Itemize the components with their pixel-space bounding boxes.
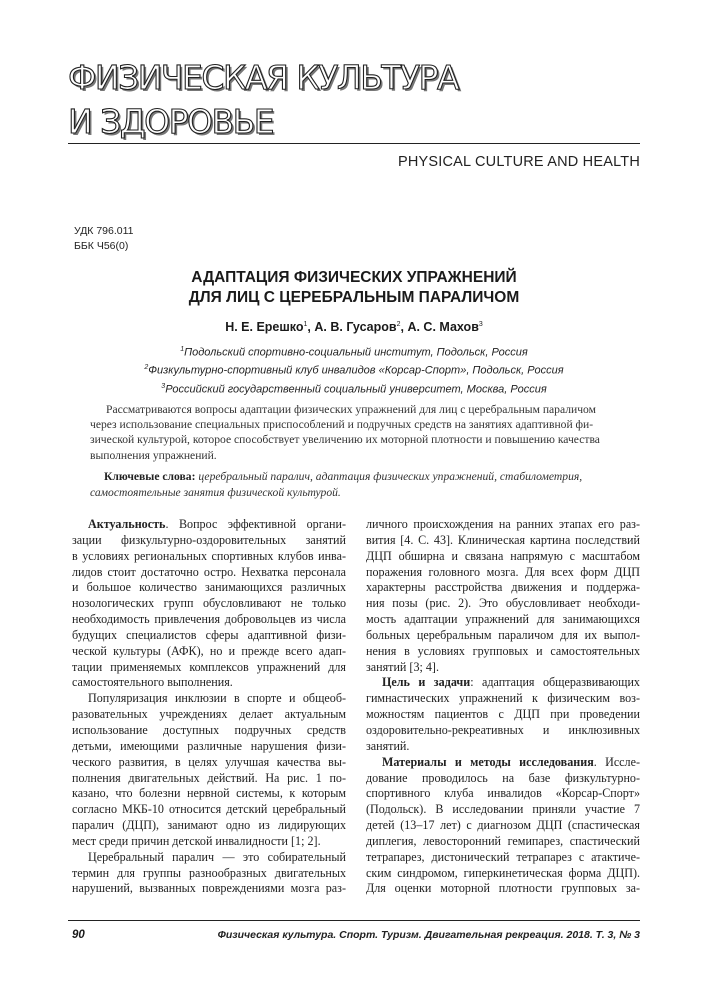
journal-title bbox=[68, 56, 668, 144]
author-affiliation-mark: 1 bbox=[303, 320, 308, 328]
body-text: . Иссле- bbox=[593, 754, 640, 769]
body-text-line bbox=[366, 755, 640, 771]
classification-codes bbox=[74, 224, 134, 254]
affiliation-text: Подольский спортивно-социальный институт, Подольск, Россия bbox=[184, 346, 528, 359]
body-text-line: Церебральный паралич — это собирательный bbox=[88, 849, 346, 864]
body-text-line: термин для группы разнообразных двигательных bbox=[72, 865, 346, 880]
article-title-line-1: АДАПТАЦИЯ ФИЗИЧЕСКИХ УПРАЖНЕНИЙ bbox=[191, 269, 517, 286]
footer-rule bbox=[68, 920, 640, 921]
body-text-line: детьми, имеющими различные нарушения физи- bbox=[72, 738, 346, 753]
body-text-line: тетрапарез, дистонический тетрапарез с атактиче- bbox=[366, 849, 640, 864]
abstract-line: выполнения упражнений. bbox=[90, 448, 217, 462]
body-text-line bbox=[72, 517, 346, 533]
body-text-line: необходимость привлечения добровольцев из числа bbox=[72, 612, 346, 627]
keywords bbox=[90, 469, 630, 501]
body-text-line: гимнастических упражнений к физическим воз- bbox=[366, 691, 640, 706]
abstract bbox=[90, 402, 628, 463]
body-column-left bbox=[72, 517, 346, 897]
body-text-line: занятий. bbox=[366, 738, 410, 753]
journal-title-line-1: ФИЗИЧЕСКАЯ КУЛЬТУРА bbox=[68, 58, 459, 97]
abstract-line: зической культурой, которое способствует увеличению их моторной плотности и повышению качества bbox=[90, 433, 600, 447]
article-title-line-2: ДЛЯ ЛИЦ С ЦЕРЕБРАЛЬНЫМ ПАРАЛИЧОМ bbox=[188, 289, 520, 306]
body-text-line: и большое количество занимающихся различных bbox=[72, 580, 346, 595]
body-text-line: мость адаптации упражнений для занимающихся bbox=[366, 612, 640, 627]
udk-code: УДК 796.011 bbox=[74, 225, 134, 237]
body-text-line: детей (13–17 лет) с диагнозом ДЦП (спастическая bbox=[366, 818, 640, 833]
body-text-line: нения в условиях групповых и самостоятельных bbox=[366, 643, 640, 658]
author-affiliation-mark: 3 bbox=[478, 320, 483, 328]
body-text-line: полнения двигательных действий. На рис. 1 по- bbox=[72, 770, 346, 785]
body-text-line: мест среди причин детской инвалидности [1; 2]. bbox=[72, 833, 321, 848]
body-text-line: тации применяемых комплексов упражнений для bbox=[72, 659, 346, 674]
body-text: . Вопрос эффективной органи- bbox=[165, 517, 346, 531]
body-text-line: ния позы (рис. 2). Это обусловливает необходи- bbox=[366, 596, 640, 611]
author-separator: , bbox=[400, 320, 408, 334]
author-name: А. В. Гусаров bbox=[314, 320, 397, 334]
affiliation bbox=[68, 346, 640, 359]
keywords-text: церебральный паралич, адаптация физических упражнений, стабилометрия, bbox=[195, 470, 583, 483]
author-list bbox=[68, 320, 640, 334]
body-text-line: казано, что болезни нервной системы, к которым bbox=[72, 786, 346, 801]
page-number: 90 bbox=[72, 929, 85, 941]
abstract-line: Рассматриваются вопросы адаптации физических упражнений для лиц с церебральным параличом bbox=[106, 403, 596, 416]
body-text-line: ДЦП обширна и связана напрямую с масштабом bbox=[366, 548, 640, 563]
body-text-line: нозологических групп обусловливают не только bbox=[72, 596, 346, 611]
body-text-line: согласно МКБ-10 относится детский церебральный bbox=[72, 802, 346, 817]
keywords-label: Ключевые слова: bbox=[104, 470, 196, 483]
body-text-line: можностям пациентов с ДЦП при проведении bbox=[366, 707, 640, 722]
body-text-line: паралич (ДЦП), занимают одно из лидирующих bbox=[72, 818, 346, 833]
author-separator: , bbox=[307, 320, 315, 334]
english-journal-title: PHYSICAL CULTURE AND HEALTH bbox=[397, 154, 640, 170]
body-text-line: Для оценки моторной плотности групповых за- bbox=[366, 881, 640, 896]
body-text-line: в условиях региональных спортивных клубов инва- bbox=[72, 548, 346, 563]
section-heading: Материалы и методы исследования bbox=[382, 754, 594, 769]
affiliation bbox=[68, 383, 640, 396]
body-text-line: больных церебральным параличом для их выпол- bbox=[366, 627, 640, 642]
section-heading: Актуальность bbox=[88, 517, 166, 531]
body-text-line: личного происхождения на ранних этапах его раз- bbox=[366, 517, 640, 531]
author-affiliation-mark: 2 bbox=[396, 320, 401, 328]
article-title bbox=[68, 268, 640, 308]
body-text-line: нарушений, вызванных повреждениями мозга раз- bbox=[72, 881, 346, 896]
header-rule bbox=[68, 143, 640, 144]
body-text-line: будущих специалистов сферы адаптивной физи- bbox=[72, 627, 346, 642]
body-text-line: зации физкультурно-оздоровительных занятий bbox=[72, 532, 346, 547]
body-text: : адаптация общеразвивающих bbox=[470, 675, 640, 690]
body-text-line: оздоровительно-рекреативных и инклюзивных bbox=[366, 722, 640, 737]
body-text-line bbox=[366, 675, 640, 691]
body-text-line: (Подольск). В исследовании приняли участие 7 bbox=[366, 802, 640, 817]
section-heading: Цель и задачи bbox=[382, 675, 471, 690]
affiliation bbox=[68, 364, 640, 377]
body-text-line: использование доступных подручных средств bbox=[72, 722, 346, 737]
body-text-line: поражения головного мозга. Для всех форм ДЦП bbox=[366, 564, 640, 579]
body-text-line: дование проводилось на базе физкультурно- bbox=[366, 770, 640, 785]
body-text-line: разовательных учреждениях делает актуальным bbox=[72, 707, 346, 722]
affiliation-text: Российский государственный социальный университет, Москва, Россия bbox=[165, 383, 547, 396]
body-text-line: ским синдромом, гиперкинетическая форма ДЦП). bbox=[366, 865, 640, 880]
body-text-line: самостоятельного выполнения. bbox=[72, 675, 233, 690]
body-text-line: ческой культуры (АФК), но и прежде всего адап- bbox=[72, 643, 346, 658]
body-text-line: характерны расстройства движения и поддержа- bbox=[366, 580, 640, 595]
body-text-line: диплегия, левосторонний гемипарез, спастический bbox=[366, 833, 640, 848]
affiliation-mark: 3 bbox=[161, 383, 166, 390]
bbk-code: ББК Ч56(0) bbox=[74, 240, 129, 252]
affiliation-text: Физкультурно-спортивный клуб инвалидов «Корсар-Спорт», Подольск, Россия bbox=[148, 364, 564, 377]
body-text-line: спортивного клуба инвалидов «Корсар-Спорт» bbox=[366, 786, 640, 801]
abstract-line: через использование специальных приспособлений и подручных средств на занятиях адаптивной фи- bbox=[90, 418, 594, 432]
body-column-right bbox=[366, 517, 640, 897]
body-text-line: занятий [3; 4]. bbox=[366, 659, 439, 674]
body-text-line: ческого развития, в целях улучшая качества вы- bbox=[72, 754, 346, 769]
body-text-line: Популяризация инклюзии в спорте и общеоб- bbox=[88, 691, 346, 706]
keywords-text: самостоятельные занятия физической культурой. bbox=[90, 485, 341, 499]
author-name: Н. Е. Ерешко bbox=[225, 320, 304, 334]
affiliation-mark: 2 bbox=[144, 364, 149, 371]
author-name: А. С. Махов bbox=[407, 320, 479, 334]
body-text-line: вития [4. С. 43]. Клиническая картина последствий bbox=[366, 532, 640, 547]
affiliation-mark: 1 bbox=[180, 346, 185, 353]
footer-journal-citation: Физическая культура. Спорт. Туризм. Двигательная рекреация. 2018. Т. 3, № 3 bbox=[217, 929, 640, 941]
journal-title-line-2: И ЗДОРОВЬЕ bbox=[68, 102, 274, 141]
body-text-line: лидов стоит достаточно остро. Нехватка персонала bbox=[72, 564, 346, 579]
